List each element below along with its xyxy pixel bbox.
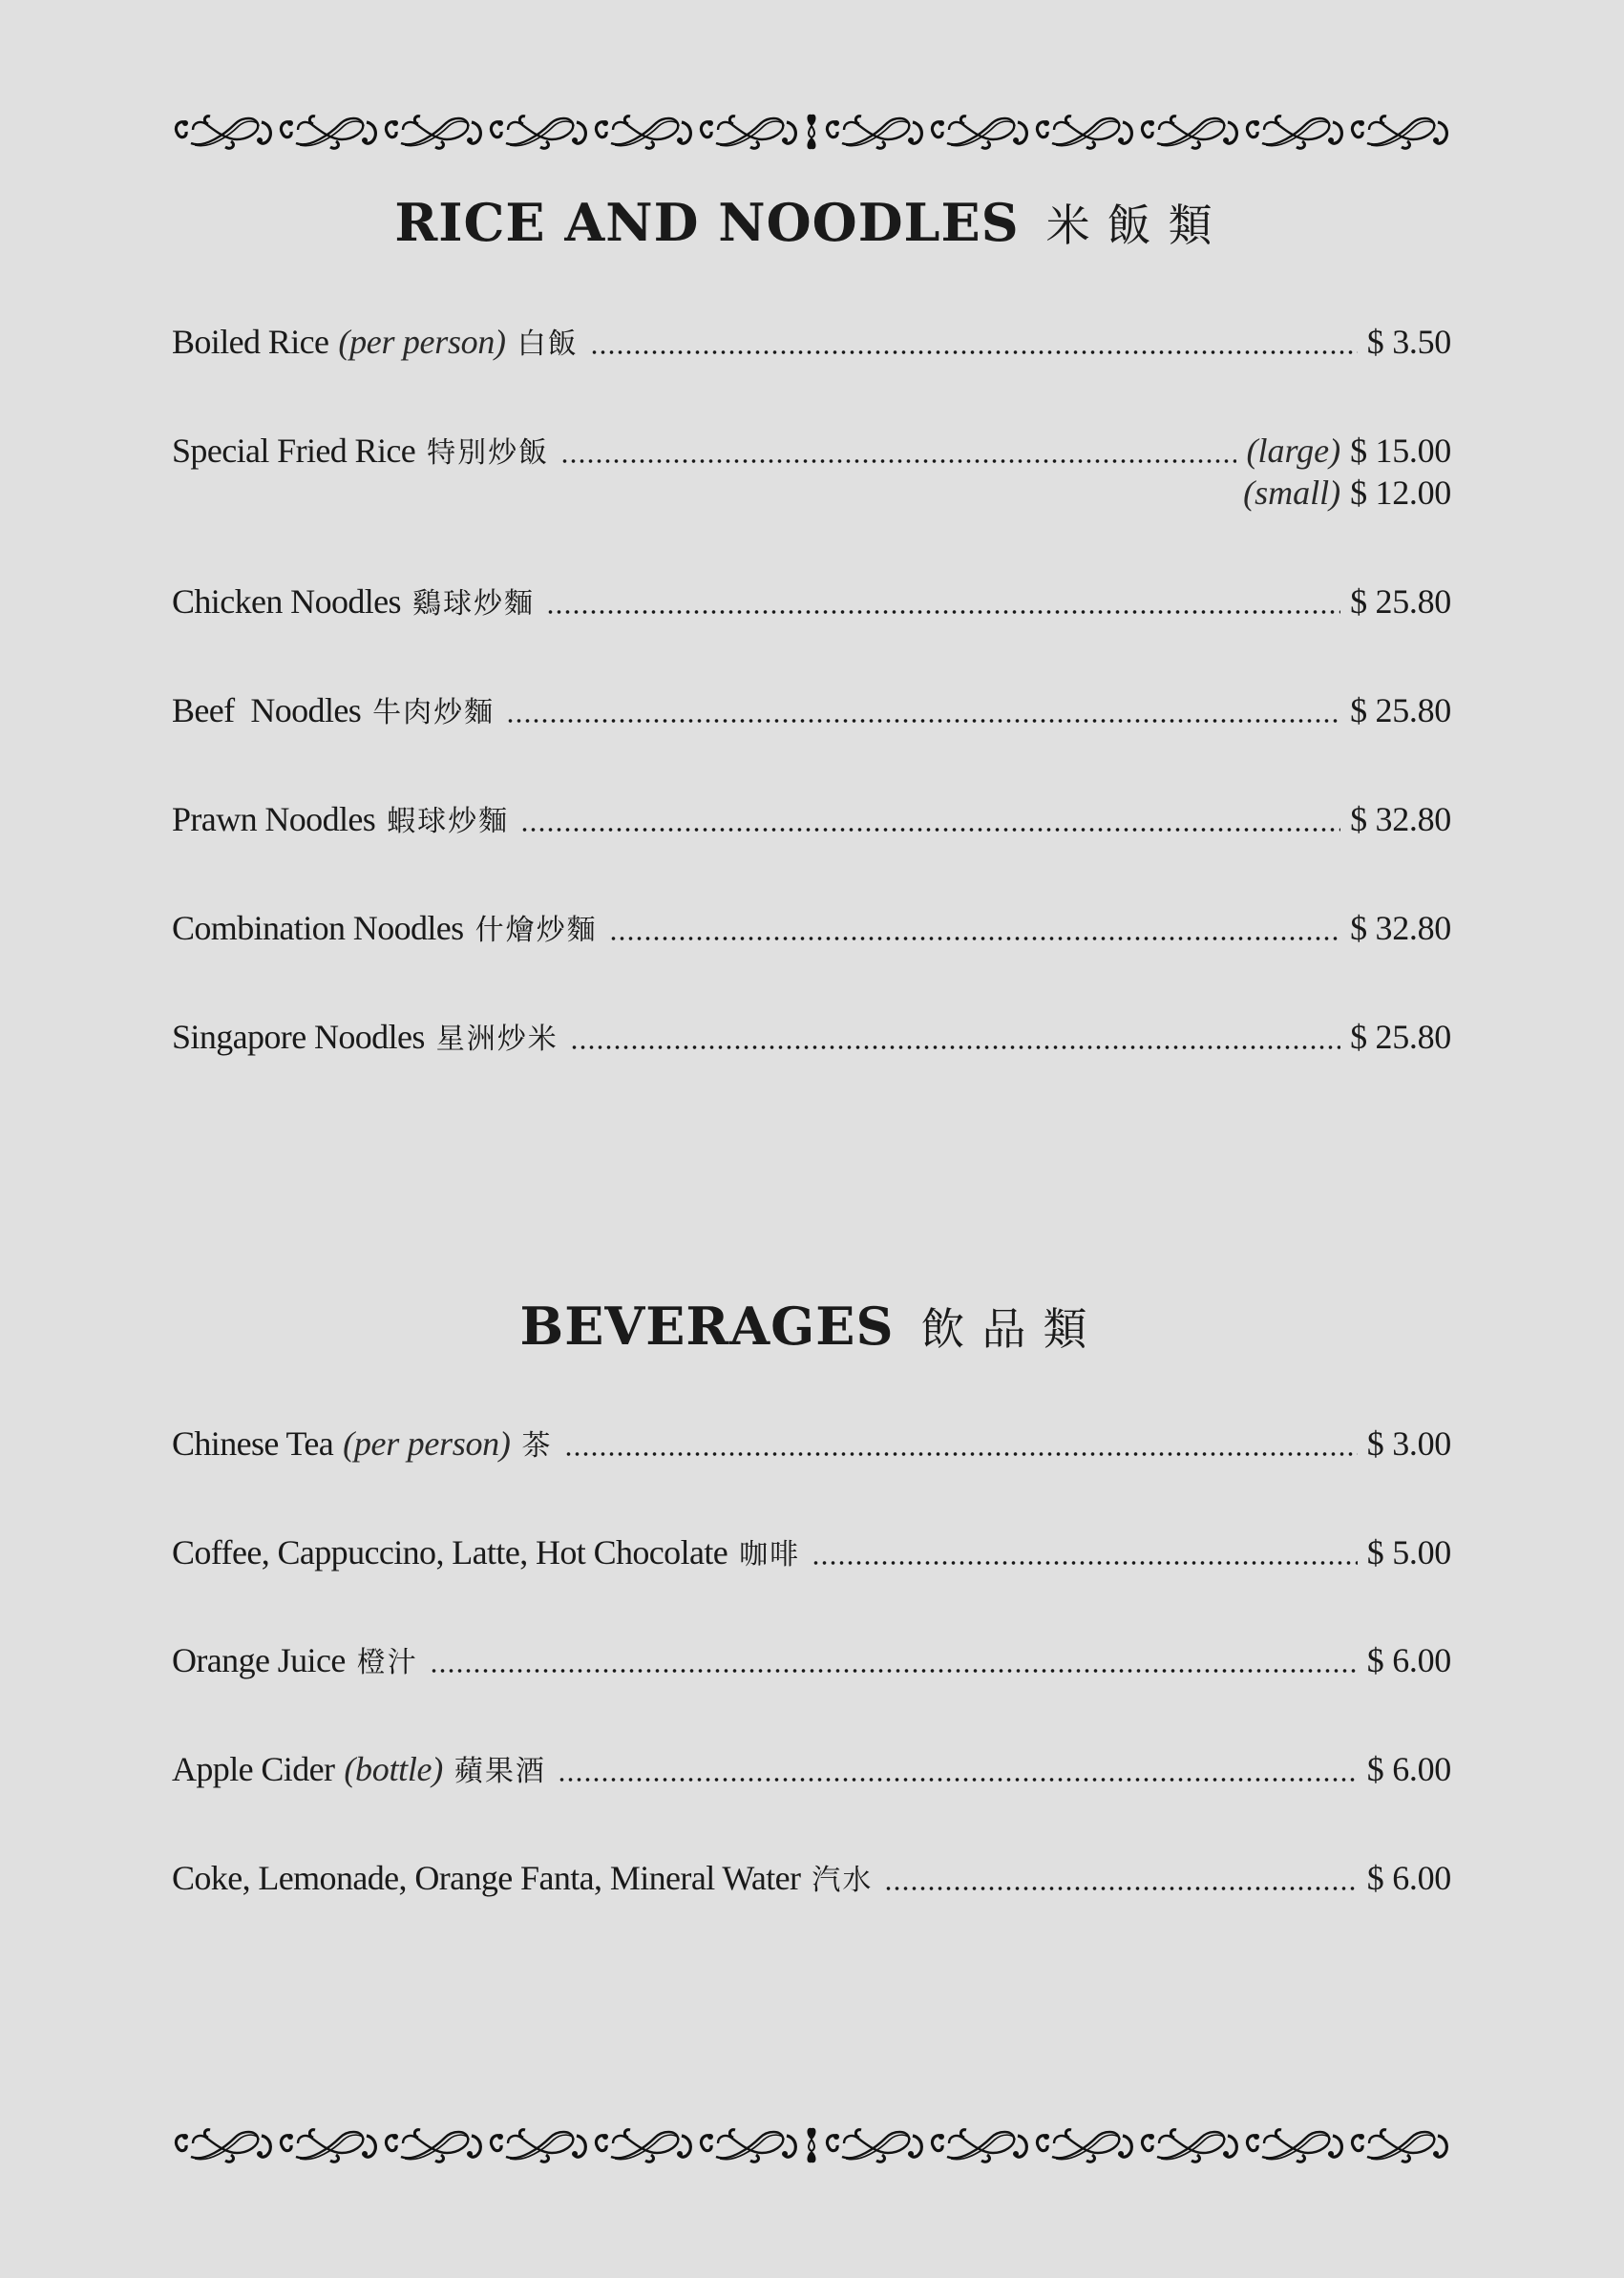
dot-leader: [560, 458, 1236, 464]
flourish-icon: [928, 111, 1031, 153]
menu-item-chicken-noodles: [172, 579, 1451, 624]
item-price: $ 3.00: [1366, 1424, 1451, 1463]
item-name-zh: 茶: [521, 1429, 553, 1463]
item-name-zh: 蘋果酒: [453, 1755, 546, 1788]
dot-leader: [884, 1886, 1357, 1891]
flourish-icon: [1138, 2124, 1241, 2166]
item-size-small: (small): [1243, 474, 1341, 512]
flourish-icon: [928, 2124, 1031, 2166]
item-name-zh: 咖啡: [739, 1538, 801, 1571]
flourish-icon: [1243, 2124, 1346, 2166]
dot-leader: [609, 936, 1341, 941]
item-note: (bottle): [344, 1750, 443, 1788]
item-note: (per person): [343, 1424, 511, 1463]
item-price-small: $ 12.00: [1350, 474, 1451, 512]
flourish-icon: [1348, 2124, 1451, 2166]
menu-item-special-fried-rice-small: [1243, 470, 1451, 516]
heart-divider-icon: [802, 111, 821, 153]
flourish-icon: [277, 2124, 380, 2166]
flourish-icon: [1138, 111, 1241, 153]
item-name-zh: 橙汁: [356, 1646, 418, 1679]
dot-leader: [590, 349, 1358, 355]
bottom-ornament-border: [172, 2124, 1451, 2166]
item-name: Combination Noodles: [172, 909, 464, 947]
flourish-icon: [382, 111, 485, 153]
menu-item-chinese-tea: [172, 1421, 1451, 1466]
item-price: $ 6.00: [1366, 1641, 1451, 1679]
menu-item-singapore-noodles: [172, 1014, 1451, 1060]
dot-leader: [558, 1777, 1358, 1782]
item-name-zh: 蝦球炒麵: [387, 805, 510, 838]
flourish-icon: [1243, 111, 1346, 153]
flourish-icon: [487, 2124, 590, 2166]
item-name-zh: 星洲炒米: [435, 1023, 559, 1056]
item-name: Special Fried Rice: [172, 432, 416, 470]
flourish-icon: [1033, 111, 1136, 153]
item-name: Chinese Tea: [172, 1424, 334, 1463]
item-name: Boiled Rice: [172, 323, 329, 361]
menu-item-boiled-rice: [172, 319, 1451, 365]
item-price: $ 5.00: [1366, 1533, 1451, 1571]
dot-leader: [812, 1560, 1358, 1566]
item-price: $ 25.80: [1350, 582, 1451, 621]
item-price: $ 25.80: [1350, 1018, 1451, 1056]
section-title-zh: 米飯類: [1045, 200, 1230, 251]
dot-leader: [564, 1451, 1358, 1457]
flourish-icon: [382, 2124, 485, 2166]
flourish-icon: [1033, 2124, 1136, 2166]
flourish-icon: [487, 111, 590, 153]
top-ornament-border: [172, 111, 1451, 153]
flourish-icon: [1348, 111, 1451, 153]
item-name: Orange Juice: [172, 1641, 346, 1679]
item-name: Prawn Noodles: [172, 800, 376, 838]
menu-item-orange-juice: [172, 1637, 1451, 1683]
dot-leader: [506, 718, 1340, 724]
flourish-icon: [172, 111, 275, 153]
item-name-zh: 白飯: [517, 327, 579, 361]
flourish-icon: [592, 111, 695, 153]
menu-item-special-fried-rice: [172, 428, 1451, 474]
item-price: $ 6.00: [1366, 1750, 1451, 1788]
dot-leader: [430, 1668, 1358, 1674]
section-title-rice-noodles: [0, 191, 1624, 254]
section-title-beverages: [0, 1295, 1624, 1358]
item-name: Beef Noodles: [172, 691, 362, 729]
item-price-large: $ 15.00: [1350, 432, 1451, 470]
item-name: Chicken Noodles: [172, 582, 401, 621]
flourish-icon: [592, 2124, 695, 2166]
item-name-zh: 鷄球炒麵: [411, 587, 535, 621]
item-price: $ 32.80: [1350, 800, 1451, 838]
item-name: Coffee, Cappuccino, Latte, Hot Chocolate: [172, 1533, 728, 1571]
section-title-zh: 飲品類: [920, 1303, 1105, 1355]
item-price: $ 3.50: [1366, 323, 1451, 361]
item-name-zh: 汽水: [812, 1864, 874, 1897]
flourish-icon: [823, 111, 926, 153]
flourish-icon: [172, 2124, 275, 2166]
dot-leader: [520, 827, 1340, 833]
flourish-icon: [823, 2124, 926, 2166]
menu-item-prawn-noodles: [172, 796, 1451, 842]
menu-item-apple-cider: [172, 1746, 1451, 1792]
item-price: $ 32.80: [1350, 909, 1451, 947]
item-name: Coke, Lemonade, Orange Fanta, Mineral Water: [172, 1859, 801, 1897]
section-title-en: BEVERAGES: [519, 1296, 895, 1357]
item-name: Apple Cider: [172, 1750, 335, 1788]
flourish-icon: [697, 111, 800, 153]
item-name-zh: 特別炒飯: [427, 436, 550, 470]
item-size-large: (large): [1246, 432, 1341, 470]
item-name: Singapore Noodles: [172, 1018, 425, 1056]
section-title-en: RICE AND NOODLES: [394, 192, 1020, 253]
heart-divider-icon: [802, 2124, 821, 2166]
menu-item-beef-noodles: [172, 687, 1451, 733]
menu-item-soft-drinks: [172, 1855, 1451, 1901]
menu-item-coffee: [172, 1529, 1451, 1575]
dot-leader: [570, 1044, 1340, 1050]
flourish-icon: [277, 111, 380, 153]
flourish-icon: [697, 2124, 800, 2166]
item-name-zh: 牛肉炒麵: [372, 696, 496, 729]
item-name-zh: 什燴炒麵: [475, 914, 598, 947]
menu-item-combination-noodles: [172, 905, 1451, 951]
item-price: $ 6.00: [1366, 1859, 1451, 1897]
dot-leader: [546, 609, 1340, 615]
item-note: (per person): [338, 323, 506, 361]
item-price: $ 25.80: [1350, 691, 1451, 729]
